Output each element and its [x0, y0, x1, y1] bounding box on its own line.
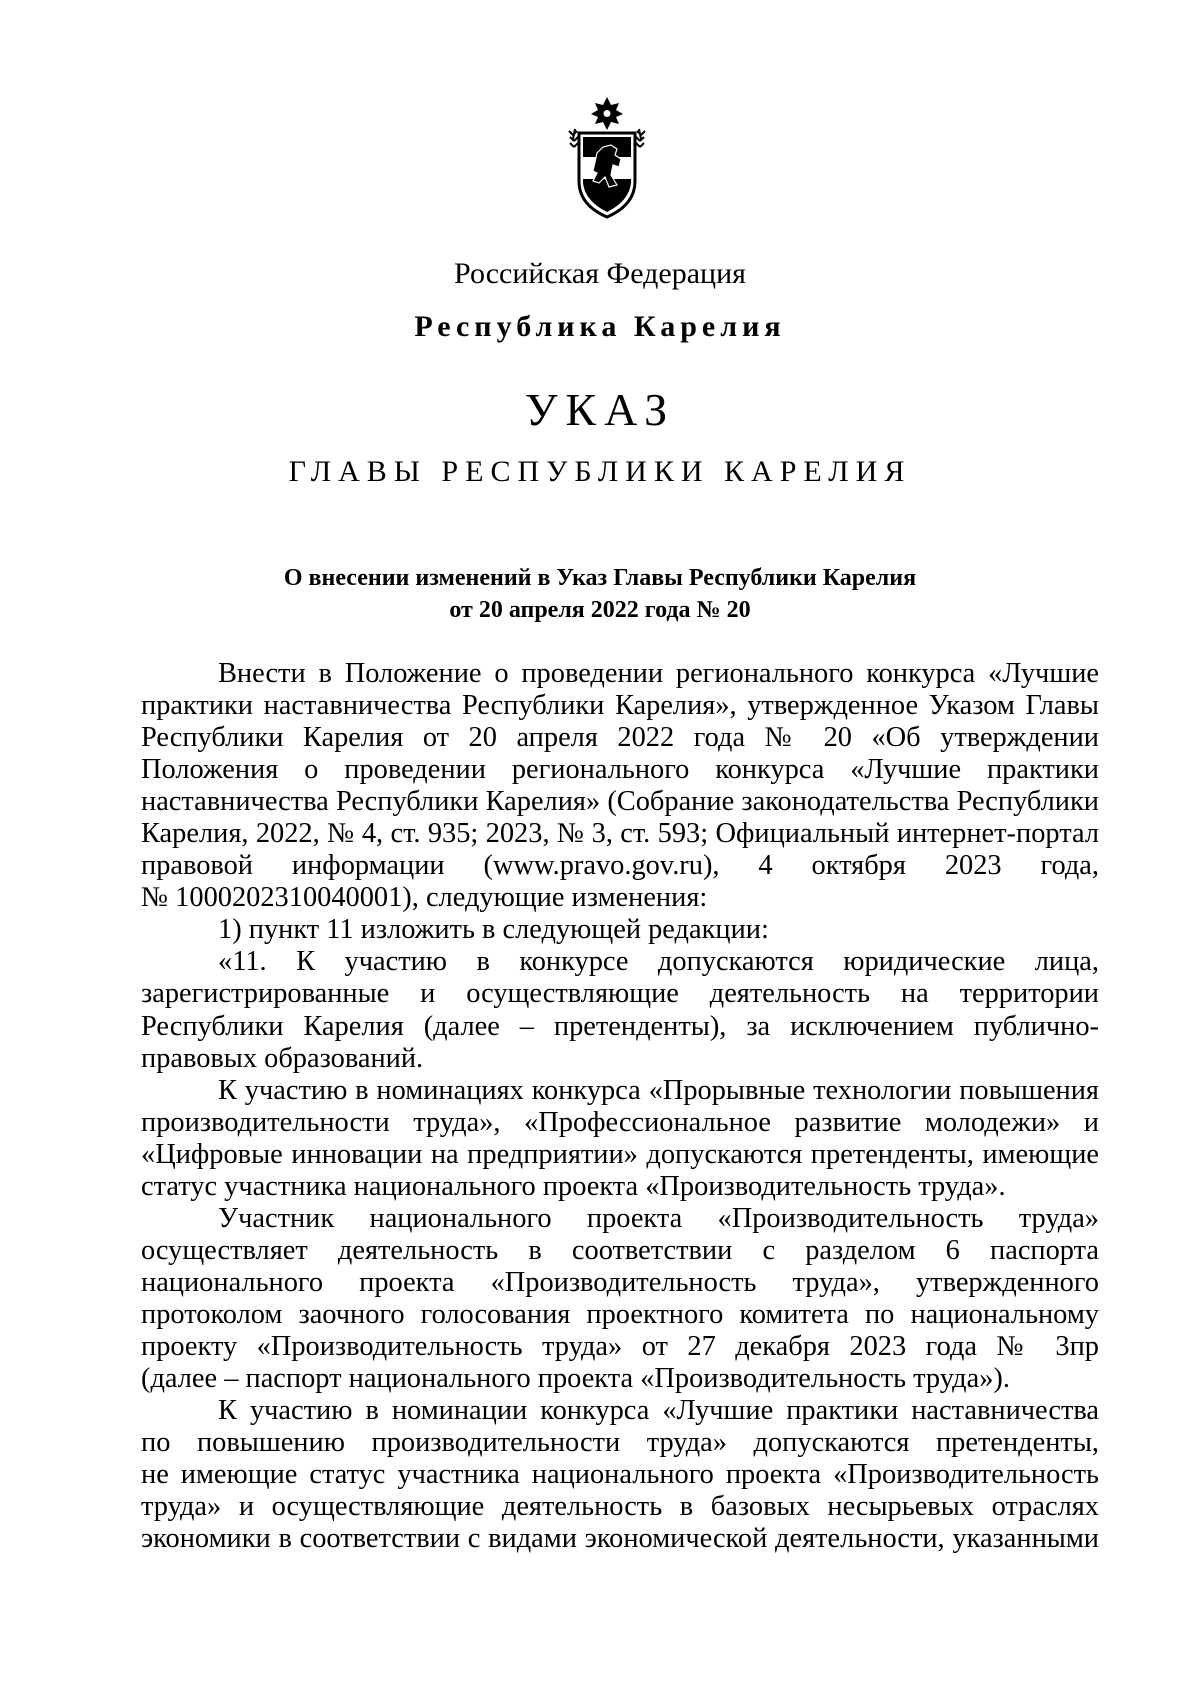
body-line: Участник национального проекта «Производительность труда» [218, 1202, 1099, 1234]
issuer-title: ГЛАВЫ РЕСПУБЛИКИ КАРЕЛИЯ [288, 455, 912, 488]
body-line: наставничества Республики Карелия» (Собрание законодательства Республики [141, 786, 1099, 818]
body-line: производительности труда», «Профессиональное развитие молодежи» и [141, 1106, 1099, 1138]
body-line: осуществляет деятельность в соответствии с разделом 6 паспорта [141, 1234, 1099, 1266]
body-line: протоколом заочного голосования проектного комитета по национальному [141, 1298, 1099, 1330]
body-line: по повышению производительности труда» допускаются претенденты, [141, 1427, 1099, 1459]
body-line: труда» и осуществляющие деятельность в базовых несырьевых отраслях [141, 1491, 1099, 1523]
body-line: экономики в соответствии с видами экономической деятельности, указанными [141, 1523, 1099, 1555]
body-line: зарегистрированные и осуществляющие деятельность на территории [141, 978, 1099, 1010]
coat-of-arms-icon [567, 95, 647, 219]
document-title-line-2: от 20 апреля 2022 года № 20 [449, 597, 751, 623]
body-line: проекту «Производительность труда» от 27 декабря 2023 года № 3пр [141, 1330, 1099, 1362]
body-line: «11. К участию в конкурсе допускаются юридические лица, [218, 946, 1099, 978]
body-line: 1) пункт 11 изложить в следующей редакции: [218, 914, 769, 946]
body-line: (далее – паспорт национального проекта «Производительность труда»). [141, 1363, 1010, 1395]
body-line: национального проекта «Производительность труда», утвержденного [141, 1266, 1099, 1298]
body-line: не имеющие статус участника национального проекта «Производительность [141, 1459, 1099, 1491]
body-line: Республики Карелия (далее – претенденты), за исключением публично- [141, 1010, 1099, 1042]
document-body [141, 658, 1099, 1555]
body-line: практики наставничества Республики Карелия», утвержденное Указом Главы [141, 690, 1099, 722]
republic-name: Республика Карелия [414, 310, 786, 343]
country-name: Российская Федерация [454, 257, 746, 290]
body-line: «Цифровые инновации на предприятии» допускаются претенденты, имеющие [141, 1138, 1099, 1170]
body-line: Карелия, 2022, № 4, ст. 935; 2023, № 3, ст. 593; Официальный интернет-портал [141, 818, 1099, 850]
body-line: правовых образований. [141, 1042, 424, 1074]
body-line: Республики Карелия от 20 апреля 2022 года № 20 «Об утверждении [141, 722, 1099, 754]
body-line: К участию в номинациях конкурса «Прорывные технологии повышения [218, 1074, 1099, 1106]
body-line: Положения о проведении регионального конкурса «Лучшие практики [141, 754, 1099, 786]
body-line: статус участника национального проекта «Производительность труда». [141, 1170, 1006, 1202]
document-title-line-1: О внесении изменений в Указ Главы Республики Карелия [283, 565, 917, 591]
document-type: УКАЗ [524, 384, 676, 435]
body-line: правовой информации (www.pravo.gov.ru), 4 октября 2023 года, [141, 850, 1099, 882]
body-line: № 1000202310040001), следующие изменения: [141, 882, 708, 914]
body-line: К участию в номинации конкурса «Лучшие практики наставничества [218, 1395, 1099, 1427]
body-line: Внести в Положение о проведении регионального конкурса «Лучшие [218, 658, 1099, 689]
